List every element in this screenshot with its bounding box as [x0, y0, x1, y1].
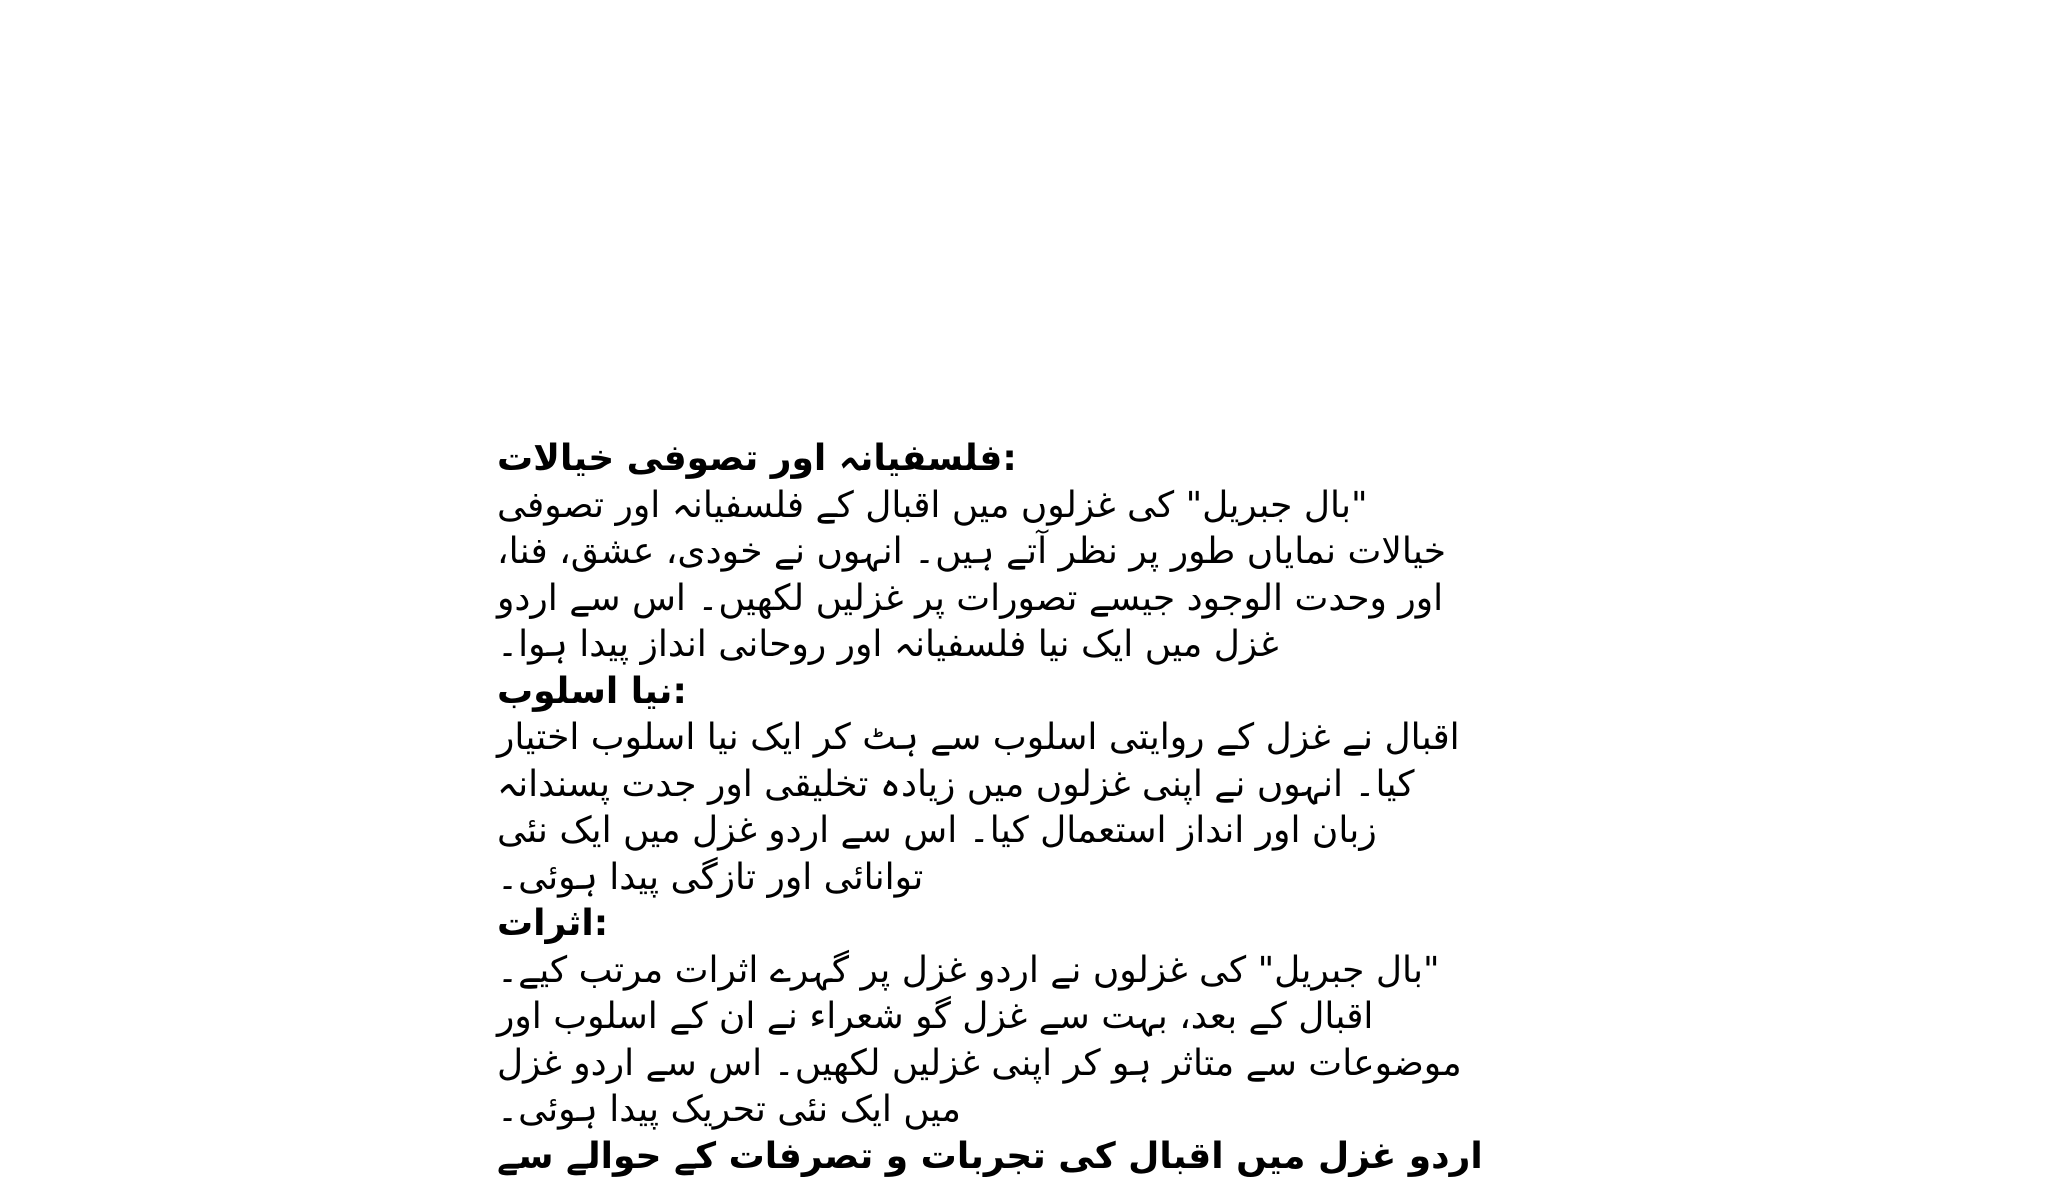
- paragraph-line: "بال جبریل" کی غزلوں میں اقبال کے فلسفیانہ اور تصوفی: [497, 483, 1527, 530]
- paragraph-line: غزل میں ایک نیا فلسفیانہ اور روحانی انداز پیدا ہوا۔: [497, 622, 1527, 669]
- paragraph-line: "بال جبریل" کی غزلوں نے اردو غزل پر گہرے اثرات مرتب کیے۔: [497, 948, 1527, 995]
- paragraph-line: میں ایک نئی تحریک پیدا ہوئی۔: [497, 1087, 1527, 1134]
- paragraph-line: اقبال کے بعد، بہت سے غزل گو شعراء نے ان کے اسلوب اور: [497, 994, 1527, 1041]
- section-heading: نیا اسلوب:: [497, 669, 1527, 716]
- section-effects: [497, 901, 1527, 1134]
- section-philosophical-thoughts: [497, 436, 1527, 669]
- paragraph-line: خیالات نمایاں طور پر نظر آتے ہیں۔ انہوں نے خودی، عشق، فنا،: [497, 529, 1527, 576]
- section-iqbal-experiments: [497, 1134, 1527, 1180]
- paragraph-line: اقبال نے غزل کے روایتی اسلوب سے ہٹ کر ایک نیا اسلوب اختیار: [497, 715, 1527, 762]
- text-body: [497, 436, 1527, 1180]
- paragraph-line: زبان اور انداز استعمال کیا۔ اس سے اردو غزل میں ایک نئی: [497, 808, 1527, 855]
- section-heading: اثرات:: [497, 901, 1527, 948]
- paragraph-line: موضوعات سے متاثر ہو کر اپنی غزلیں لکھیں۔ اس سے اردو غزل: [497, 1041, 1527, 1088]
- paragraph-line: توانائی اور تازگی پیدا ہوئی۔: [497, 855, 1527, 902]
- section-heading: اردو غزل میں اقبال کی تجربات و تصرفات کے حوالے سے: [497, 1134, 1527, 1180]
- section-heading: فلسفیانہ اور تصوفی خیالات:: [497, 436, 1527, 483]
- paragraph-line: کیا۔ انہوں نے اپنی غزلوں میں زیادہ تخلیقی اور جدت پسندانہ: [497, 762, 1527, 809]
- paragraph-line: اور وحدت الوجود جیسے تصورات پر غزلیں لکھیں۔ اس سے اردو: [497, 576, 1527, 623]
- section-new-style: [497, 669, 1527, 902]
